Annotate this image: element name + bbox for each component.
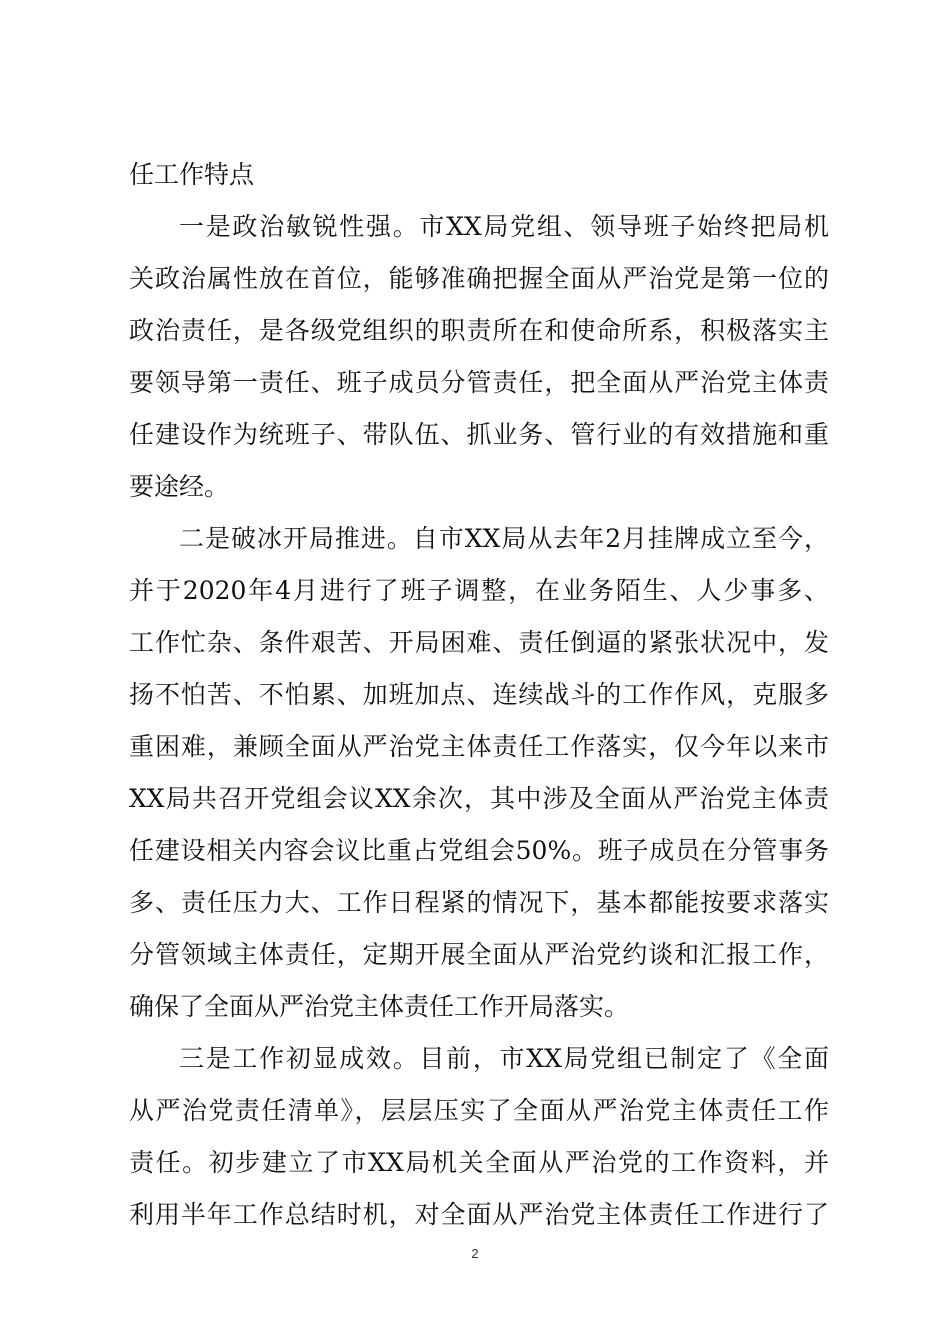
paragraph-line: 扬不怕苦、不怕累、加班加点、连续战斗的工作作风，克服多	[129, 680, 829, 709]
paragraph-line: 二是破冰开局推进。自市XX局从去年2月挂牌成立至今，	[179, 524, 829, 553]
paragraph-line: 确保了全面从严治党主体责任工作开局落实。	[129, 992, 630, 1021]
paragraph-line: 任建设相关内容会议比重占党组会50%。班子成员在分管事务	[129, 836, 829, 865]
paragraph-line: 要领导第一责任、班子成员分管责任，把全面从严治党主体责	[129, 368, 829, 397]
paragraph-line: 工作忙杂、条件艰苦、开局困难、责任倒逼的紧张状况中，发	[129, 628, 829, 657]
paragraph-line: 并于2020年4月进行了班子调整，在业务陌生、人少事多、	[129, 576, 829, 605]
paragraph-line: 利用半年工作总结时机，对全面从严治党主体责任工作进行了	[129, 1200, 829, 1229]
page-number: 2	[471, 1246, 479, 1261]
paragraph-line: 要途经。	[129, 472, 230, 501]
paragraph-line: 三是工作初显成效。目前，市XX局党组已制定了《全面	[179, 1044, 829, 1073]
paragraph-line: 政治责任，是各级党组织的职责所在和使命所系，积极落实主	[129, 316, 829, 345]
paragraph-line: 责任。初步建立了市XX局机关全面从严治党的工作资料，并	[129, 1148, 829, 1177]
paragraph-line: 从严治党责任清单》，层层压实了全面从严治党主体责任工作	[129, 1096, 829, 1125]
section-heading-tail: 任工作特点	[129, 160, 255, 189]
paragraph-line: 重困难，兼顾全面从严治党主体责任工作落实，仅今年以来市	[129, 732, 829, 761]
paragraph-line: 任建设作为统班子、带队伍、抓业务、管行业的有效措施和重	[129, 420, 829, 449]
paragraph-line: 多、责任压力大、工作日程紧的情况下，基本都能按要求落实	[129, 888, 829, 917]
paragraph-line: 关政治属性放在首位，能够准确把握全面从严治党是第一位的	[129, 264, 829, 293]
paragraph-line: 一是政治敏锐性强。市XX局党组、领导班子始终把局机	[179, 212, 829, 241]
paragraph-line: 分管领域主体责任，定期开展全面从严治党约谈和汇报工作，	[129, 940, 829, 969]
paragraph-line: XX局共召开党组会议XX余次，其中涉及全面从严治党主体责	[129, 784, 829, 813]
